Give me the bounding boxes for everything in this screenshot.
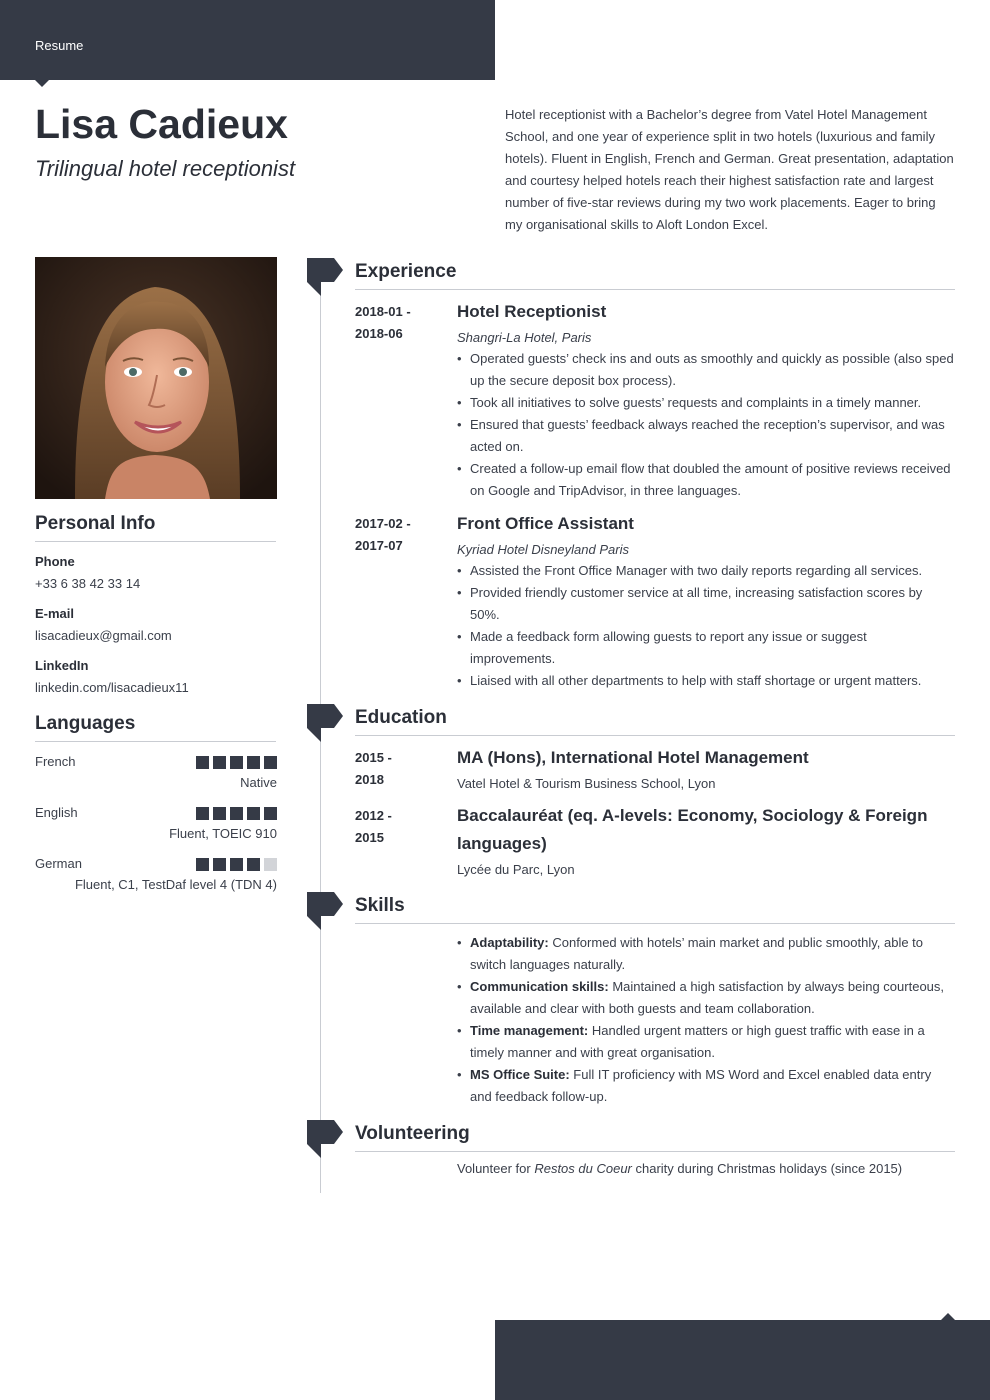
volunteering-org: Restos du Coeur — [534, 1161, 632, 1176]
list-item: • Took all initiatives to solve guests’ requests and complaints in a timely manner. — [457, 392, 955, 414]
job-date-start: 2018-01 - — [355, 304, 411, 319]
education-date-end: 2018 — [355, 772, 384, 787]
skill-item — [457, 976, 955, 1020]
skill-text: Maintained a high satisfaction by always being courteous, available and clear with both guests and team collaboration. — [470, 979, 945, 1016]
skill-text: Handled urgent matters or high guest traffic with ease in a timely manner and with great organisation. — [470, 1023, 925, 1060]
skill-item — [457, 1064, 955, 1108]
email-value: lisacadieux@gmail.com — [35, 628, 172, 643]
language-name: French — [35, 754, 76, 769]
rating-square — [230, 858, 243, 871]
rating-square — [213, 807, 226, 820]
rating-square — [247, 756, 260, 769]
section-flag-icon — [307, 892, 343, 930]
language-rating — [196, 807, 277, 820]
rating-square — [247, 858, 260, 871]
rating-square — [264, 807, 277, 820]
language-level: Native — [240, 775, 277, 790]
job-date-end: 2018-06 — [355, 326, 403, 341]
language-level: Fluent, TOEIC 910 — [169, 826, 277, 841]
job-title: Front Office Assistant — [457, 514, 634, 533]
rating-square — [264, 756, 277, 769]
profile-photo — [35, 257, 277, 499]
list-item: • Ensured that guests’ feedback always reached the reception’s supervisor, and was acted on. — [457, 414, 955, 458]
candidate-name: Lisa Cadieux — [35, 101, 288, 147]
footer-band — [495, 1320, 990, 1400]
job-company: Shangri-La Hotel, Paris — [457, 330, 592, 345]
list-item: • Provided friendly customer service at all time, increasing satisfaction scores by 50%. — [457, 582, 955, 626]
skill-text: Conformed with hotels’ main market and public smoothly, able to switch languages naturally. — [470, 935, 924, 972]
linkedin-label: LinkedIn — [35, 658, 89, 673]
list-item: • Made a feedback form allowing guests to report any issue or suggest improvements. — [457, 626, 955, 670]
volunteering-prefix: Volunteer for — [457, 1161, 535, 1176]
skill-name: Time management: — [470, 1023, 589, 1038]
skills-heading: Skills — [355, 895, 955, 924]
experience-heading: Experience — [355, 261, 955, 290]
skill-name: Adaptability: — [470, 935, 549, 950]
personal-info-heading: Personal Info — [35, 513, 276, 542]
skill-name: MS Office Suite: — [470, 1067, 570, 1082]
language-name: German — [35, 856, 82, 871]
education-date-end: 2015 — [355, 830, 384, 845]
rating-square — [230, 807, 243, 820]
language-name: English — [35, 805, 78, 820]
job-title: Hotel Receptionist — [457, 302, 607, 321]
education-date — [355, 747, 445, 791]
volunteering-suffix: charity during Christmas holidays (since 2015) — [631, 1161, 903, 1176]
school-name: Vatel Hotel & Tourism Business School, Lyon — [457, 776, 716, 791]
header-notch — [35, 80, 49, 87]
candidate-title: Trilingual hotel receptionist — [35, 156, 296, 181]
section-flag-icon — [307, 1120, 343, 1158]
rating-square — [264, 858, 277, 871]
list-item: • Operated guests’ check ins and outs as smoothly and quickly as possible (also sped up the secure deposit box process). — [457, 348, 955, 392]
skill-name: Communication skills: — [470, 979, 609, 994]
header-band — [0, 0, 495, 80]
rating-square — [196, 858, 209, 871]
degree-title: Baccalauréat (eq. A-levels: Economy, Sociology & Foreign languages) — [457, 806, 928, 853]
job-date-end: 2017-07 — [355, 538, 403, 553]
skill-item — [457, 932, 955, 976]
degree-title: MA (Hons), International Hotel Management — [457, 748, 809, 767]
school-name: Lycée du Parc, Lyon — [457, 862, 575, 877]
section-flag-icon — [307, 704, 343, 742]
job-date — [355, 513, 445, 557]
skills-list — [457, 932, 955, 1108]
rating-square — [213, 756, 226, 769]
education-date — [355, 805, 445, 849]
profile-summary: Hotel receptionist with a Bachelor’s degree from Vatel Hotel Management School, and one year of experience split in two hotels (luxurious and family hotels). Fluent in English, French and German. Great presentation, adaptation and courtesy helped hotels reach their highest satisfaction rate and largest number of five-star reviews during my two work placements. Eager to bring my organisational skills to Aloft London Excel. — [505, 107, 954, 232]
language-rating — [196, 756, 277, 769]
job-bullets — [457, 560, 955, 692]
languages-heading: Languages — [35, 713, 276, 742]
list-item: • Liaised with all other departments to help with staff shortage or urgent matters. — [457, 670, 955, 692]
job-date-start: 2017-02 - — [355, 516, 411, 531]
rating-square — [196, 756, 209, 769]
email-label: E-mail — [35, 606, 75, 621]
section-flag-icon — [307, 258, 343, 296]
list-item: • Assisted the Front Office Manager with two daily reports regarding all services. — [457, 560, 955, 582]
skill-text: Full IT proficiency with MS Word and Excel enabled data entry and feedback follow-up. — [470, 1067, 932, 1104]
rating-square — [230, 756, 243, 769]
volunteering-heading: Volunteering — [355, 1123, 955, 1152]
rating-square — [213, 858, 226, 871]
phone-label: Phone — [35, 554, 75, 569]
linkedin-value: linkedin.com/lisacadieux11 — [35, 680, 189, 695]
language-rating — [196, 858, 277, 871]
resume-label: Resume — [35, 38, 84, 53]
footer-notch — [941, 1313, 955, 1320]
list-item: • Created a follow-up email flow that doubled the amount of positive reviews received on Google and TripAdvisor, in three languages. — [457, 458, 955, 502]
education-heading: Education — [355, 707, 955, 736]
rating-square — [196, 807, 209, 820]
job-company: Kyriad Hotel Disneyland Paris — [457, 542, 629, 557]
phone-value: +33 6 38 42 33 14 — [35, 576, 141, 591]
volunteering-text — [457, 1161, 902, 1176]
education-date-start: 2012 - — [355, 808, 392, 823]
job-date — [355, 301, 445, 345]
job-bullets — [457, 348, 955, 502]
skill-item — [457, 1020, 955, 1064]
rating-square — [247, 807, 260, 820]
education-date-start: 2015 - — [355, 750, 392, 765]
language-level: Fluent, C1, TestDaf level 4 (TDN 4) — [74, 877, 277, 892]
